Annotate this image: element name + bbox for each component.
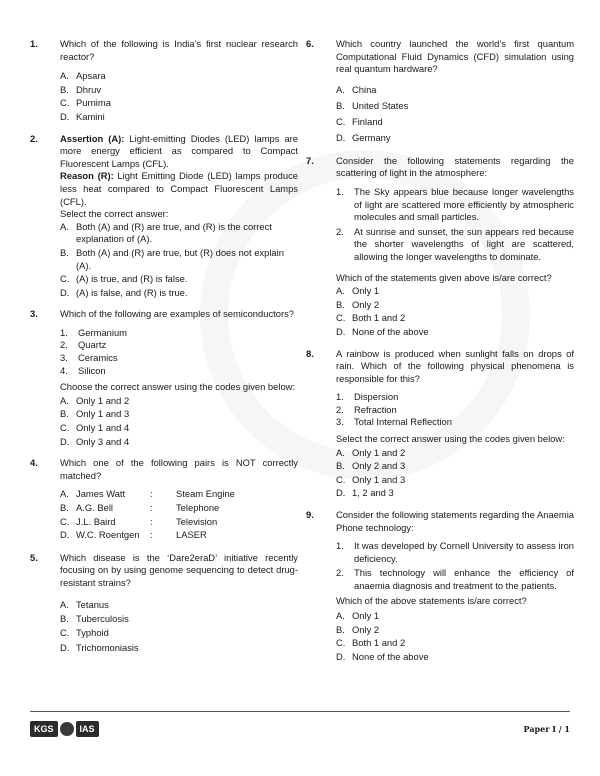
question-text: Which country launched the world’s first quantum Computational Fluid Dynamics (CFD) simulation using real quantum hardware? — [336, 38, 574, 75]
statement: 3. Ceramics — [60, 352, 118, 364]
question-number: 3. — [30, 308, 38, 320]
question-7 — [306, 155, 574, 339]
statement-list — [60, 327, 298, 377]
left-column — [30, 38, 298, 664]
question-number: 2. — [30, 132, 38, 144]
statement: 2. Refraction — [336, 403, 397, 415]
statement: 1. Germanium — [60, 326, 127, 338]
statement: 2. This technology will enhance the efficiency of anaemia diagnosis and treatment to the patients. — [336, 567, 574, 591]
question-text: Which of the following are examples of semiconductors? — [60, 308, 294, 320]
question-text: A rainbow is produced when sunlight falls on drops of rain. Which of the following physical phenomena is responsible for this? — [336, 347, 574, 384]
question-number: 6. — [306, 38, 314, 49]
option-c: C. Only 1 and 3 — [336, 473, 406, 485]
option-d: D. Only 3 and 4 — [60, 435, 130, 447]
question-1 — [30, 38, 298, 124]
option-b: B. United States — [336, 99, 409, 111]
option-a: A. Only 1 and 2 — [336, 446, 406, 458]
pair-list — [60, 488, 298, 542]
question-9 — [306, 509, 574, 664]
statement: 4. Silicon — [60, 364, 106, 376]
option-b: B. Both (A) and (R) are true, but (R) does not explain (A). — [60, 246, 284, 271]
options — [60, 598, 298, 656]
question-3 — [30, 308, 298, 448]
instruction: Which of the above statements is/are correct? — [336, 594, 527, 606]
option-d: D. Germany — [336, 131, 391, 143]
question-8 — [306, 348, 574, 501]
pair-b: B. A.G. Bell : Telephone — [60, 502, 220, 513]
option-b: B. Only 2 — [336, 298, 380, 310]
question-number: 9. — [306, 509, 314, 521]
option-b: B. Only 2 — [336, 623, 380, 635]
instruction: Select the correct answer using the codes given below: — [336, 433, 565, 445]
pair-a: A. James Watt : Steam Engine — [60, 488, 235, 500]
options — [336, 609, 574, 663]
question-number: 7. — [306, 154, 314, 166]
question-text: Which one of the following pairs is NOT correctly matched? — [60, 457, 298, 481]
option-b: B. Only 1 and 3 — [60, 408, 130, 420]
option-a: A. China — [336, 83, 377, 95]
page-number: Paper I / 1 — [523, 724, 570, 734]
logo-left-text: KGS — [30, 721, 58, 737]
question-number: 4. — [30, 457, 38, 469]
option-b: B. Only 2 and 3 — [336, 460, 406, 472]
option-c: C. Both 1 and 2 — [336, 637, 406, 649]
option-a: A. Only 1 — [336, 610, 380, 622]
option-a: A. Tetanus — [60, 598, 109, 610]
instruction: Which of the statements given above is/are correct? — [336, 271, 552, 283]
footer-divider — [30, 711, 570, 712]
pair-d: D. W.C. Roentgen : LASER — [60, 529, 207, 541]
question-text: Which of the following is India’s first nuclear research reactor? — [60, 38, 298, 62]
options — [336, 284, 574, 338]
options — [336, 446, 574, 500]
pair-c: C. J.L. Baird : Television — [60, 515, 218, 527]
assertion: Assertion (A): Light-emitting Diodes (LED) lamps are more energy efficient as compared to Compact Fluorescent Lamps (CFL). — [60, 132, 298, 169]
statement-list — [336, 391, 574, 429]
question-number: 1. — [30, 38, 38, 49]
option-c: C. Both 1 and 2 — [336, 312, 406, 324]
question-2 — [30, 133, 298, 300]
reason: Reason (R): Light Emitting Diode (LED) lamps produce less heat compared to Compact Fluorescent Lamps (CFL). — [60, 170, 299, 207]
question-6 — [306, 38, 574, 146]
option-d: D. None of the above — [336, 650, 429, 662]
option-d: D. None of the above — [336, 325, 429, 337]
logo-emblem-icon — [60, 722, 74, 736]
options — [60, 221, 298, 300]
question-4 — [30, 457, 298, 543]
option-a: A. Apsara — [60, 70, 106, 82]
option-c: C. Only 1 and 4 — [60, 422, 130, 434]
option-d: D. (A) is false, and (R) is true. — [60, 286, 188, 298]
option-c: C. (A) is true, and (R) is false. — [60, 273, 188, 285]
statement: 1. The Sky appears blue because longer wavelengths of light are scattered more efficiently by atmospheric molecules and small particles. — [336, 185, 574, 223]
option-d: D. Kamini — [60, 110, 105, 122]
option-c: C. Purnima — [60, 97, 111, 109]
option-a: A. Only 1 — [336, 285, 380, 297]
logo-right-text: IAS — [76, 721, 99, 737]
option-d: D. 1, 2 and 3 — [336, 487, 394, 499]
option-b: B. Dhruv — [60, 83, 102, 95]
statement: 1. Dispersion — [336, 391, 399, 403]
statement: 3. Total Internal Reflection — [336, 416, 452, 428]
question-text: Which disease is the ‘Dare2eraD’ initiative recently focusing on by using genome sequencing to detect drug-resistant strains? — [60, 551, 298, 588]
options — [336, 82, 574, 146]
options — [60, 394, 298, 448]
option-c: C. Typhoid — [60, 627, 109, 639]
question-text: Consider the following statements regarding the Anaemia Phone technology: — [336, 509, 574, 533]
statement-list — [336, 186, 574, 264]
option-c: C. Finland — [336, 115, 383, 127]
question-number: 8. — [306, 347, 314, 359]
instruction: Choose the correct answer using the codes given below: — [60, 381, 296, 393]
statement: 2. Quartz — [60, 339, 107, 351]
question-text: Consider the following statements regarding the scattering of light in the atmosphere: — [336, 154, 574, 179]
kgs-ias-logo — [30, 720, 99, 738]
option-a: A. Only 1 and 2 — [60, 394, 130, 406]
option-b: B. Tuberculosis — [60, 612, 129, 624]
option-d: D. Trichomoniasis — [60, 641, 139, 653]
instruction: Select the correct answer: — [60, 208, 169, 220]
statement: 2. At sunrise and sunset, the sun appears red because the shorter wavelengths of light are scattered, allowing the longer wavelengths to dominate. — [336, 225, 574, 262]
statement: 1. It was developed by Cornell University to assess iron deficiency. — [336, 540, 574, 564]
right-column — [306, 38, 574, 673]
question-number: 5. — [30, 551, 38, 563]
options — [60, 69, 298, 123]
statement-list — [336, 540, 574, 592]
question-5 — [30, 552, 298, 655]
option-a: A. Both (A) and (R) are true, and (R) is the correct explanation of (A). — [60, 220, 272, 245]
